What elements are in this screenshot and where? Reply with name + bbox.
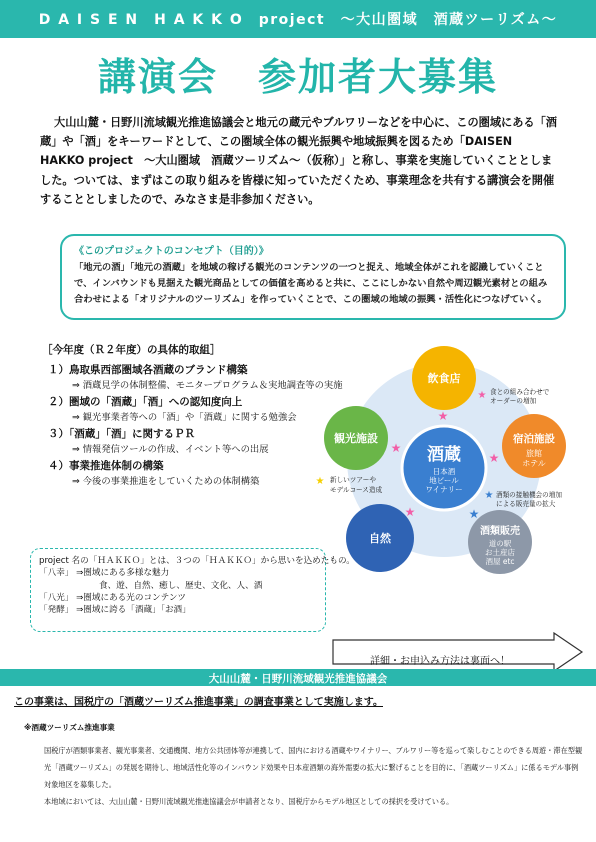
star-icon: ★: [315, 476, 325, 487]
center-sub: ワイナリー: [425, 485, 463, 494]
initiative-sub: ⇒ 今後の事業推進をしていくための体制構築: [72, 476, 260, 487]
more-info-text: 詳細・お申込み方法は裏面へ！: [370, 656, 510, 667]
concept-heading: 《このプロジェクトのコンセプト（目的）》: [74, 246, 269, 257]
hakko-item: 「八幸」 ⇒圏域にある多様な魅力: [39, 568, 170, 579]
node-lodging-sub: ホテル: [522, 459, 546, 468]
page-title: 講演会 参加者大募集: [97, 55, 498, 99]
star-icon: ★: [477, 390, 487, 401]
hakko-item: 「八光」 ⇒圏域にある光のコンテンツ: [39, 592, 187, 603]
organizer-name: 大山山麓・日野川流域観光推進協議会: [208, 673, 388, 685]
intro-paragraph: 大山山麓・日野川流域観光推進協議会と地元の蔵元やブルワリーなどを中心に、この圏域にある「酒蔵」や「酒」をキーワードとして、この圏域全体の観光振興や地域振興を図るため「DAISEN HAKKO project ～大山圏域 酒蔵ツーリズム～（仮称）」と称し、事業を実施していくこととしました。ついては、まずはこの取り組みを皆様に知っていただくため、事業理念を共有する講演会を開催することとしましたので、みなさま是非参加ください。: [40, 116, 557, 206]
initiatives-heading: ［今年度（Ｒ２年度）の具体的取組］: [42, 344, 221, 356]
node-lodging: [502, 414, 566, 478]
organizer-bar: [0, 669, 596, 686]
star-icon: ★: [488, 451, 500, 465]
initiative-sub: ⇒ 観光事業者等への「酒」や「酒蔵」に関する勉強会: [72, 412, 297, 423]
tour-note: モデルコース造成: [330, 486, 383, 494]
star-icon: ★: [404, 505, 416, 519]
project-note: この事業は、国税庁の「酒蔵ツーリズム推進事業」の調査事業として実施します。: [14, 697, 383, 708]
concept-box: [60, 234, 566, 320]
star-icon: ★: [484, 490, 494, 501]
hakko-item-detail: 食、遊、自然、癒し、歴史、文化、人、酒: [99, 580, 263, 591]
node-lodging-sub: 旅館: [526, 449, 542, 458]
food-combo-note: 食との組み合わせで: [490, 388, 550, 396]
initiative-item: ２）圏域の「酒蔵」「酒」への認知度向上: [48, 396, 243, 408]
node-nature-label: 自然: [369, 532, 391, 545]
node-sales-sub: 酒屋 etc: [485, 557, 515, 566]
star-icon: ★: [390, 441, 402, 455]
node-sales-label: 酒類販売: [480, 526, 520, 537]
initiative-item: １）鳥取県西部圏域各酒蔵のブランド構築: [48, 364, 248, 376]
tour-note: 新しいツアーや: [330, 476, 376, 484]
initiative-item: ３）「酒蔵」「酒」に関するＰＲ: [48, 428, 195, 440]
header-banner-text: D A I S E N H A K K O project ～大山圏域 酒蔵ツーリズム～: [38, 12, 558, 28]
program-label: ※酒蔵ツーリズム推進事業: [24, 723, 115, 732]
node-food-label: 飲食店: [427, 372, 461, 385]
hakko-item: 「発酵」 ⇒圏域に誇る「酒蔵」「お酒」: [39, 605, 191, 616]
hakko-box: [30, 548, 355, 632]
node-lodging-label: 宿泊施設: [513, 433, 555, 445]
program-selection-note: 本地域においては、大山山麓・日野川流域観光推進協議会が申請者となり、国税庁からモデル地区としての採択を受けている。: [44, 797, 454, 806]
header-banner: [0, 0, 596, 38]
center-sub: 日本酒: [432, 467, 456, 476]
sake-tourism-diagram: [300, 336, 596, 576]
star-icon: ★: [437, 409, 449, 423]
initiative-sub: ⇒ 情報発信ツールの作成、イベント等への出展: [72, 444, 269, 455]
node-tourism-label: 観光施設: [334, 432, 378, 445]
concept-body: 「地元の酒」「地元の酒蔵」を地域の稼げる観光のコンテンツの一つと捉え、地域全体がこれを認識していくことで、インバウンドも見据えた観光商品としての価値を高めると共に、ここにしかない自然や周辺観光素材との組み合わせによる「オリジナルのツーリズム」を作っていくことで、この圏域の地域の振興・活性化につなげていく。: [74, 262, 548, 305]
node-sales-sub: 道の駅: [488, 539, 512, 548]
center-title: 酒蔵: [427, 445, 461, 465]
initiatives-section: [42, 342, 342, 491]
food-combo-note: オーダーの増加: [490, 397, 537, 405]
initiative-sub: ⇒ 酒蔵見学の体制整備、モニタープログラム＆実地調査等の実施: [72, 380, 343, 391]
node-sales-sub: お土産店: [485, 548, 515, 557]
initiative-item: ４）事業推進体制の構築: [48, 460, 164, 472]
center-sub: 地ビール: [429, 476, 459, 485]
program-description: 国税庁が酒類事業者、観光事業者、交通機関、地方公共団体等が連携して、国内における酒蔵やワイナリー、ブルワリー等を巡って楽しむことのできる周遊・滞在型観光「酒蔵ツーリズム」の発展を期待し、地域活性化等のインバウンド効果や日本産酒類の海外需要の拡大に繋げることを目的に、「酒蔵ツーリズム」に係るモデル事例対象地区を募集した。: [44, 746, 583, 789]
hakko-intro: project 名の「ＨＡＫＫＯ」とは、３つの「ＨＡＫＫＯ」から思いを込めたもの。: [39, 556, 355, 566]
sales-note: による販売量の拡大: [496, 500, 556, 508]
star-icon: ★: [468, 507, 480, 521]
sales-note: 酒類の接触機会の増加: [496, 491, 562, 499]
